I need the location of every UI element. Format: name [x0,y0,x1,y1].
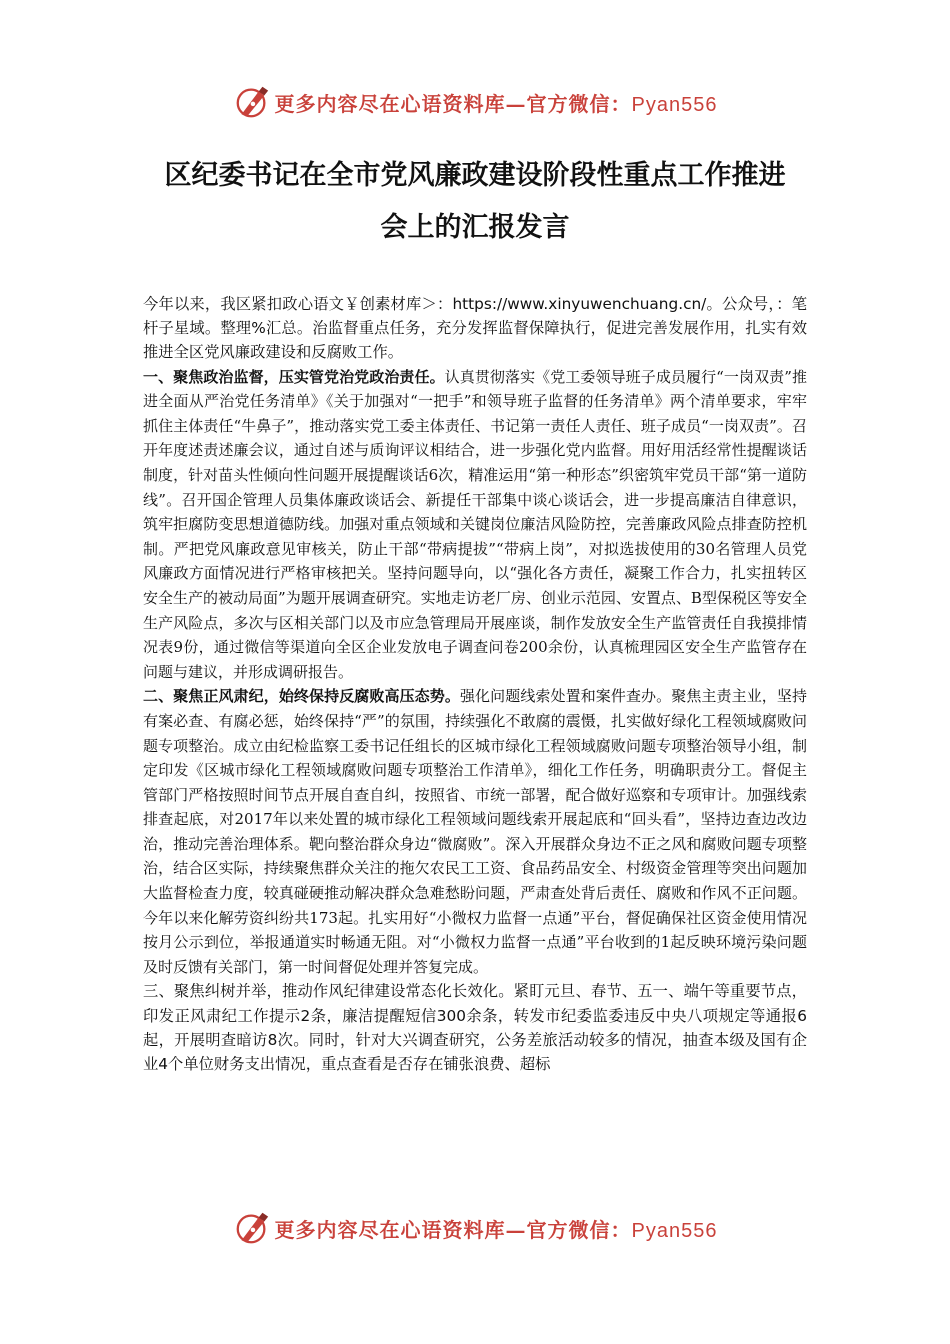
section-heading: 三、聚焦纠树并举，推动作风纪律建设常态化长效化。 [143,982,514,1001]
section-text: 强化问题线索处置和案件查办。聚焦主责主业，坚持有案必查、有腐必惩，始终保持“严”的氛围，持续强化不敢腐的震慑，扎实做好绿化工程领域腐败问题专项整治。成立由纪检监察工委书记任组长的区城市绿化工程领域腐败问题专项整治领导小组，制定印发《区城市绿化工程领域腐败问题专项整治工作清单》，细化工作任务，明确职责分工。督促主管部门严格按照时间节点开展自查自纠，按照省、市统一部署，配合做好巡察和专项审计。加强线索排查起底，对2017年以来处置的城市绿化工程领域问题线索开展起底和“回头看”，坚持边查边改边治，推动完善治理体系。靶向整治群众身边“微腐败”。深入开展群众身边不正之风和腐败问题专项整治，结合区实际，持续聚焦群众关注的拖欠农民工工资、食品药品安全、村级资金管理等突出问题加大监督检查力度，较真碰硬推动解决群众急难愁盼问题，严肃查处背后责任、腐败和作风不正问题。今年以来化解劳资纠纷共173起。扎实用好“小微权力监督一点通”平台，督促确保社区资金使用情况按月公示到位，举报通道实时畅通无阻。对“小微权力监督一点通”平台收到的1起反映环境污染问题及时反馈有关部门，第一时间督促处理并答复完成。 [143,687,807,976]
section-heading: 一、聚焦政治监督，压实管党治党政治责任。 [143,367,445,386]
document-title [120,150,830,254]
header-banner[interactable] [0,80,950,124]
pen-nib-logo-icon [233,1209,271,1247]
pen-nib-logo-icon [233,83,271,121]
banner-text [275,88,718,117]
banner-text [275,1214,718,1243]
section-paragraph [143,365,807,685]
intro-paragraph: 今年以来，我区紧扣政心语文￥创素材库＞：https://www.xinyuwenchuang.cn/。公众号，：笔杆子星域。整理%汇总。治监督重点任务，充分发挥监督保障执行，促进完善发展作用，扎实有效推进全区党风廉政建设和反腐败工作。 [143,295,807,362]
section-text: 紧盯元旦、春节、五一、端午等重要节点，印发正风肃纪工作提示2条，廉洁提醒短信300余条，转发市纪委监委违反中央八项规定等通报6起，开展明查暗访8次。同时，针对大兴调查研究，公务差旅活动较多的情况，抽查本级及国有企业4个单位财务支出情况，重点查看是否存在铺张浪费、超标 [143,982,807,1074]
title-line-1: 区纪委书记在全市党风廉政建设阶段性重点工作推进 [164,160,786,191]
footer-banner[interactable] [0,1206,950,1250]
banner-label: 更多内容尽在心语资料库—官方微信： [274,91,632,116]
title-line-2: 会上的汇报发言 [380,212,570,243]
banner-wechat-id: Pyan556 [631,93,718,116]
section-paragraph [143,684,807,979]
section-text: 认真贯彻落实《党工委领导班子成员履行“一岗双责”推进全面从严治党任务清单》《关于加强对“一把手”和领导班子监督的任务清单》两个清单要求，牢牢抓住主体责任“牛鼻子”，推动落实党工委主体责任、书记第一责任人责任、班子成员“一岗双责”。召开年度述责述廉会议，通过自述与质询评议相结合，进一步强化党内监督。用好用活经常性提醒谈话制度，针对苗头性倾向性问题开展提醒谈话6次，精准运用“第一种形态”织密筑牢党员干部“第一道防线”。召开国企管理人员集体廉政谈话会、新提任干部集中谈心谈话会，进一步提高廉洁自律意识，筑牢拒腐防变思想道德防线。加强对重点领域和关键岗位廉洁风险防控，完善廉政风险点排查防控机制。严把党风廉政意见审核关，防止干部“带病提拔”“带病上岗”，对拟选拔使用的30名管理人员党风廉政方面情况进行严格审核把关。坚持问题导向，以“强化各方责任，凝聚工作合力，扎实扭转区安全生产的被动局面”为题开展调查研究。实地走访老厂房、创业示范园、安置点、B型保税区等安全生产风险点，多次与区相关部门以及市应急管理局开展座谈，制作发放安全生产监管责任自我摸排情况表9份，通过微信等渠道向全区企业发放电子调查问卷200余份，认真梳理园区安全生产监管存在问题与建议，并形成调研报告。 [143,367,807,681]
section-paragraph [143,979,807,1076]
banner-label: 更多内容尽在心语资料库—官方微信： [274,1217,632,1242]
banner-wechat-id: Pyan556 [631,1219,718,1242]
document-body [143,292,807,1076]
section-heading: 二、聚焦正风肃纪，始终保持反腐败高压态势。 [143,687,460,706]
